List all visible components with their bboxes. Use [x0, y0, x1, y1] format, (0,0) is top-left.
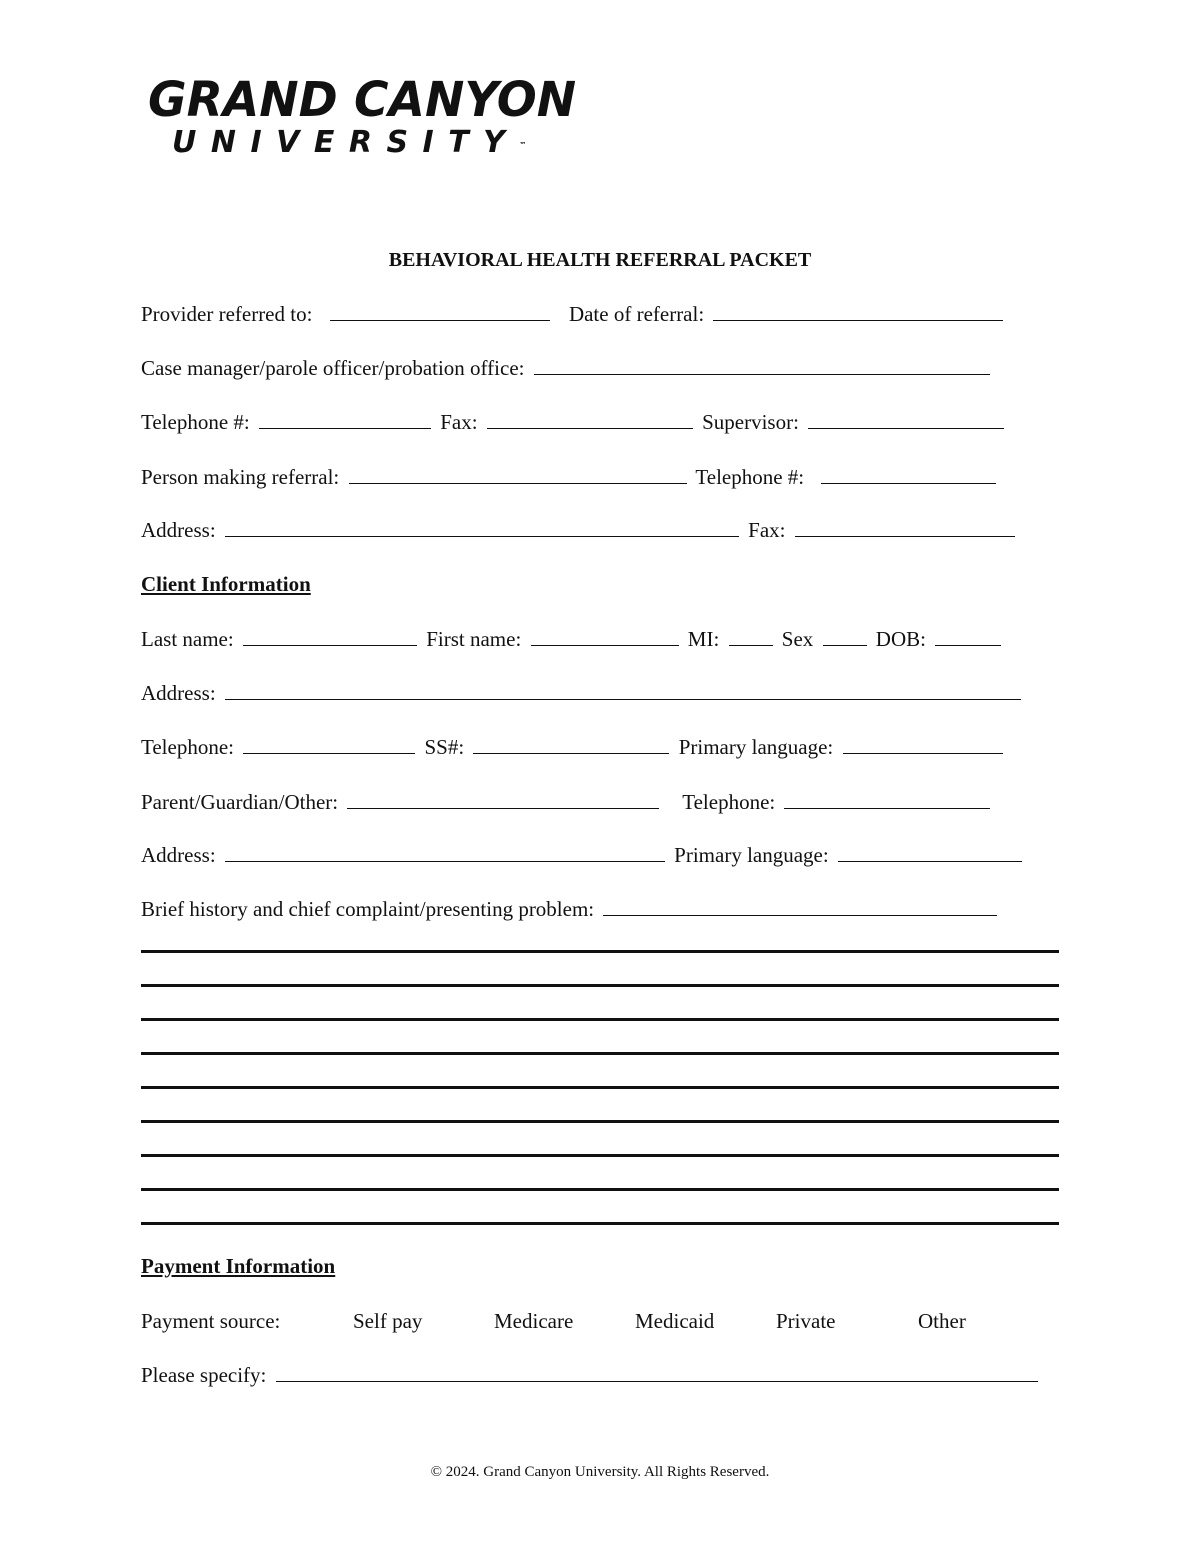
guardian-language-field[interactable]: [838, 842, 1022, 862]
sex-field[interactable]: [823, 626, 867, 646]
last-name-field[interactable]: [243, 626, 417, 646]
mi-field[interactable]: [729, 626, 773, 646]
logo-university-text: UNIVERSITY: [172, 125, 520, 160]
client-information-heading: Client Information: [141, 572, 311, 596]
history-writing-line[interactable]: [141, 984, 1059, 987]
person-telephone-field[interactable]: [821, 464, 996, 484]
guardian-language-label: Primary language:: [674, 843, 829, 867]
client-telephone-field[interactable]: [243, 734, 415, 754]
logo-wordmark-line1: GRAND CANYON: [148, 72, 577, 128]
history-writing-line[interactable]: [141, 1222, 1059, 1225]
referral-address-row: [141, 516, 1061, 544]
payment-option-medicaid[interactable]: Medicaid: [635, 1309, 715, 1333]
client-telephone-label: Telephone:: [141, 735, 234, 759]
primary-language-field[interactable]: [843, 734, 1003, 754]
primary-language-label: Primary language:: [678, 735, 834, 759]
ss-field[interactable]: [473, 734, 669, 754]
form-title: BEHAVIORAL HEALTH REFERRAL PACKET: [388, 249, 812, 271]
history-writing-line[interactable]: [141, 1154, 1059, 1157]
history-writing-line[interactable]: [141, 950, 1059, 953]
dob-label: DOB:: [875, 627, 926, 651]
ss-label: SS#:: [424, 735, 465, 759]
history-writing-line[interactable]: [141, 1052, 1059, 1055]
university-logo: [148, 72, 577, 160]
guardian-address-row: [141, 841, 1061, 869]
case-manager-field[interactable]: [534, 355, 990, 375]
guardian-row: [141, 788, 1061, 816]
guardian-telephone-field[interactable]: [784, 789, 990, 809]
mi-label: MI:: [687, 627, 720, 651]
sex-label: Sex: [781, 627, 814, 651]
client-address-label: Address:: [141, 681, 216, 705]
please-specify-row: [141, 1361, 1061, 1389]
referral-address-field[interactable]: [225, 517, 739, 537]
guardian-telephone-label: Telephone:: [682, 790, 776, 814]
history-row: [141, 895, 1061, 923]
client-name-row: [141, 625, 1061, 653]
fax-label: Fax:: [440, 410, 478, 434]
history-label: Brief history and chief complaint/presenting problem:: [141, 897, 595, 921]
payment-information-heading: Payment Information: [141, 1254, 336, 1278]
referral-fax-label: Fax:: [748, 518, 786, 542]
person-making-referral-field[interactable]: [349, 464, 687, 484]
provider-date-row: [141, 300, 1061, 328]
person-making-referral-row: [141, 463, 1061, 491]
payment-source-label: Payment source:: [141, 1309, 281, 1333]
logo-wordmark-line2: [172, 126, 548, 160]
payment-source-row: [0, 1307, 1200, 1335]
date-of-referral-label: Date of referral:: [568, 302, 705, 326]
guardian-field[interactable]: [347, 789, 659, 809]
client-telephone-row: [141, 733, 1061, 761]
client-address-field[interactable]: [225, 680, 1021, 700]
provider-field[interactable]: [330, 301, 550, 321]
copyright-footer: © 2024. Grand Canyon University. All Rights Reserved.: [430, 1464, 770, 1480]
telephone-label: Telephone #:: [141, 410, 250, 434]
history-field[interactable]: [603, 896, 997, 916]
payment-option-private[interactable]: Private: [776, 1309, 836, 1333]
first-name-field[interactable]: [531, 626, 679, 646]
last-name-label: Last name:: [141, 627, 234, 651]
history-writing-line[interactable]: [141, 1018, 1059, 1021]
provider-label: Provider referred to:: [141, 302, 313, 326]
guardian-address-label: Address:: [141, 843, 216, 867]
payment-option-other[interactable]: Other: [918, 1309, 966, 1333]
history-writing-line[interactable]: [141, 1188, 1059, 1191]
case-manager-row: [141, 354, 1061, 382]
payment-option-medicare[interactable]: Medicare: [494, 1309, 574, 1333]
date-of-referral-field[interactable]: [713, 301, 1003, 321]
case-manager-label: Case manager/parole officer/probation office:: [141, 356, 525, 380]
dob-field[interactable]: [935, 626, 1001, 646]
supervisor-label: Supervisor:: [702, 410, 799, 434]
guardian-address-field[interactable]: [225, 842, 665, 862]
please-specify-field[interactable]: [276, 1362, 1038, 1382]
telephone-fax-supervisor-row: [141, 408, 1061, 436]
referral-fax-field[interactable]: [795, 517, 1015, 537]
referral-address-label: Address:: [141, 518, 216, 542]
person-making-referral-label: Person making referral:: [141, 465, 340, 489]
telephone-field[interactable]: [259, 409, 431, 429]
person-telephone-label: Telephone #:: [695, 465, 805, 489]
supervisor-field[interactable]: [808, 409, 1004, 429]
fax-field[interactable]: [487, 409, 693, 429]
history-writing-line[interactable]: [141, 1120, 1059, 1123]
guardian-label: Parent/Guardian/Other:: [141, 790, 339, 814]
please-specify-label: Please specify:: [141, 1363, 267, 1387]
client-address-row: [141, 679, 1061, 707]
trademark-symbol: ™: [519, 141, 527, 149]
first-name-label: First name:: [426, 627, 522, 651]
payment-option-self-pay[interactable]: Self pay: [353, 1309, 423, 1333]
history-writing-line[interactable]: [141, 1086, 1059, 1089]
